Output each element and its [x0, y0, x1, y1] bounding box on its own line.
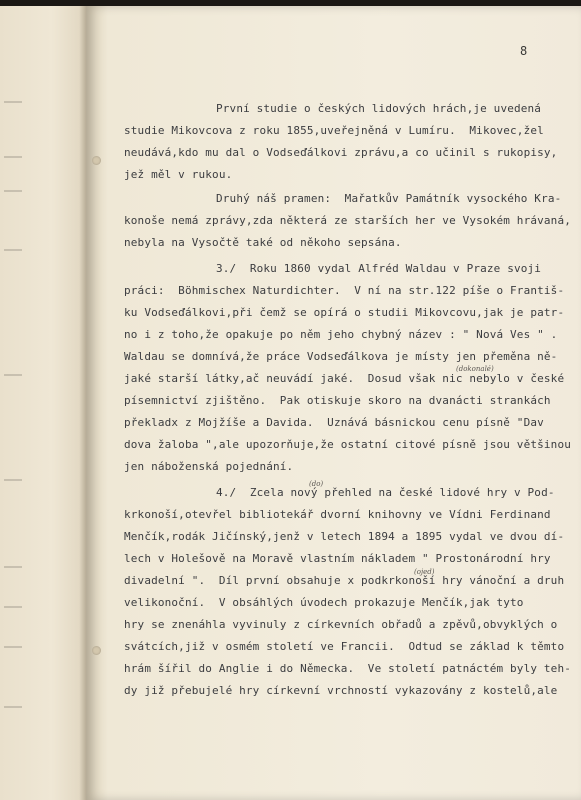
text-line: Menčík,rodák Jičínský,jenž v letech 1894 a 1895 vydal ve dvou dí-: [124, 530, 565, 543]
text-line: ku Vodseďálkovi,při čemž se opírá o studii Mikovcovu,jak je patr-: [124, 306, 565, 319]
binding-hole: [92, 646, 101, 655]
text-line: jen náboženská pojednání.: [124, 460, 294, 473]
text-line: 4./ Zcela nový přehled na české lidové hry v Pod-: [216, 486, 555, 499]
handwritten-annotation: (ojed): [414, 568, 435, 576]
previous-page-edge: [0, 6, 86, 800]
text-line: Druhý náš pramen: Mařatkův Památník vysockého Kra-: [216, 192, 562, 205]
text-line: neudává,kdo mu dal o Vodseďálkovi zprávu,a co učinil s rukopisy,: [124, 146, 558, 159]
text-line: svátcích,již v osmém století ve Francii. Odtud se základ k těmto: [124, 640, 565, 653]
handwritten-annotation: (do): [309, 480, 324, 488]
ghost-text-mark: [4, 190, 22, 192]
ghost-text-mark: [4, 566, 22, 568]
typewritten-page: [86, 6, 581, 800]
text-line: práci: Böhmischex Naturdichter. V ní na str.122 píše o Františ-: [124, 284, 565, 297]
ghost-text-mark: [4, 101, 22, 103]
ghost-text-mark: [4, 706, 22, 708]
text-line: studie Mikovcova z roku 1855,uveřejněná v Lumíru. Mikovec,žel: [124, 124, 544, 137]
text-line: no i z toho,že opakuje po něm jeho chybný název : " Nová Ves " .: [124, 328, 558, 341]
binding-hole: [92, 156, 101, 165]
ghost-text-mark: [4, 374, 22, 376]
text-line: dova žaloba ",ale upozorňuje,že ostatní citové písně jsou většinou: [124, 438, 571, 451]
text-line: Waldau se domnívá,že práce Vodseďálkova je místy jen přeměna ně-: [124, 350, 558, 363]
ghost-text-mark: [4, 646, 22, 648]
text-line: konoše nemá zprávy,zda některá ze starších her ve Vysokém hrávaná,: [124, 214, 571, 227]
text-line: hrám šířil do Anglie i do Německa. Ve století patnáctém byly teh-: [124, 662, 571, 675]
ghost-text-mark: [4, 479, 22, 481]
text-line: divadelní ". Díl první obsahuje x podkrkonoší hry vánoční a druh: [124, 574, 565, 587]
text-line: dy již přebujelé hry církevní vrchností vykazovány z kostelů,ale: [124, 684, 558, 697]
text-line: písemnictví zjištěno. Pak otiskuje skoro na dvanácti strankách: [124, 394, 551, 407]
text-line: lech v Holešově na Moravě vlastním nákladem " Prostonárodní hry: [124, 552, 551, 565]
text-line: jež měl v rukou.: [124, 168, 233, 181]
text-line: nebyla na Vysočtě také od někoho sepsána.: [124, 236, 402, 249]
ghost-text-mark: [4, 606, 22, 608]
ghost-text-mark: [4, 249, 22, 251]
handwritten-annotation: (dokonalé): [456, 365, 494, 373]
text-line: překladx z Mojžíše a Davida. Uznává básnickou cenu písně "Dav: [124, 416, 544, 429]
text-line: velikonoční. V obsáhlých úvodech prokazuje Menčík,jak tyto: [124, 596, 524, 609]
text-line: krkonoší,otevřel bibliotekář dvorní knihovny ve Vídni Ferdinand: [124, 508, 551, 521]
text-line: jaké starší látky,ač neuvádí jaké. Dosud však nic nebylo v české: [124, 372, 565, 385]
text-line: První studie o českých lidových hrách,je uvedená: [216, 102, 542, 115]
page-number: 8: [520, 44, 528, 58]
text-line: 3./ Roku 1860 vydal Alfréd Waldau v Praze svoji: [216, 262, 542, 275]
ghost-text-mark: [4, 156, 22, 158]
text-line: hry se znenáhla vyvinuly z církevních obřadů a zpěvů,obvyklých o: [124, 618, 558, 631]
